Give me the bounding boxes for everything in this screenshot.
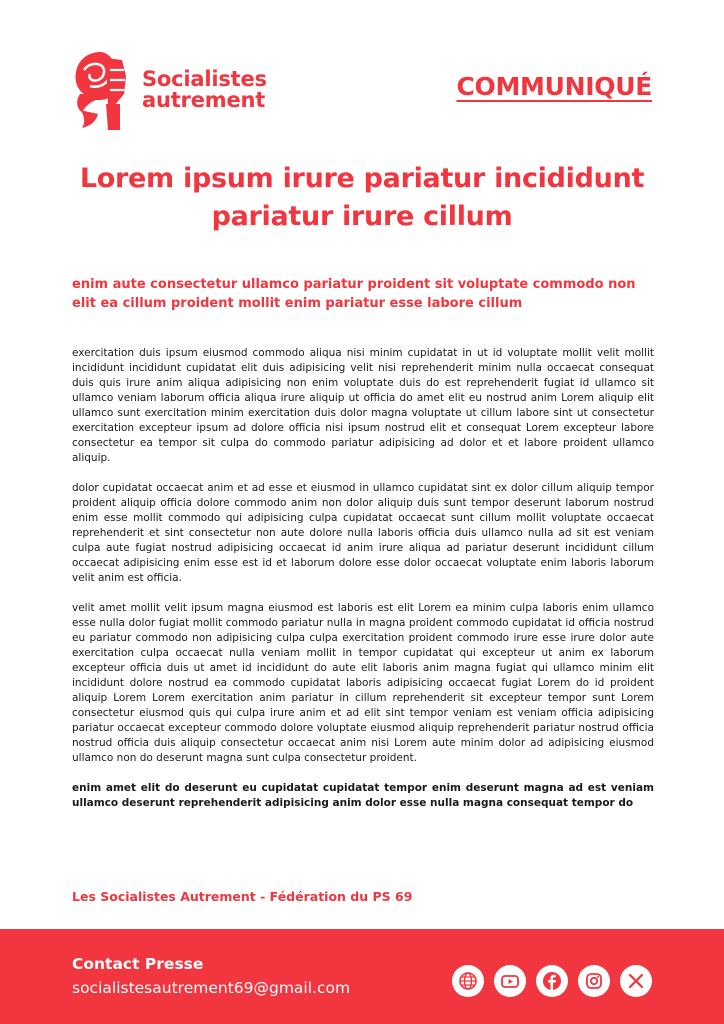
paragraph: exercitation duis ipsum eiusmod commodo aliqua nisi minim cupidatat in ut id voluptate mollit velit mollit incididunt incididunt cupidatat elit duis adipisicing velit nisi reprehenderit minim nulla occaecat consequat duis quis irure anim aliqua adipisicing non enim voluptate duis do est reprehenderit fugiat id ullamco sit ullamco veniam laborum officia aliqua irure aliquip ut officia do amet elit eu nostrud anim Lorem aliquip elit ullamco sunt exercitation minim exercitation duis dolor magna voluptate ut cillum labore sint ut consectetur exercitation excepteur ipsum ad dolore officia nisi ipsum nostrud elit et consequat Lorem excepteur labore consectetur ea tempor sit culpa do commodo pariatur adipisicing ad dolor et et labore proident ullamco aliquip. — [72, 347, 654, 464]
instagram-icon[interactable] — [578, 965, 610, 997]
youtube-icon[interactable] — [494, 965, 526, 997]
headline: Lorem ipsum irure pariatur incididunt pariatur irure cillum — [79, 163, 645, 232]
contact-email[interactable]: socialistesautrement69@gmail.com — [72, 979, 351, 997]
footer — [0, 929, 724, 1024]
subtitle: enim aute consectetur ullamco pariatur proident sit voluptate commodo non elit ea cillum proident mollit enim pariatur esse labore cillum — [72, 277, 636, 311]
document-type-label: COMMUNIQUÉ — [456, 72, 652, 101]
social-links — [452, 965, 652, 997]
brand-name — [142, 69, 267, 111]
signature: Les Socialistes Autrement - Fédération du PS 69 — [72, 889, 413, 904]
facebook-icon[interactable] — [536, 965, 568, 997]
globe-icon[interactable] — [452, 965, 484, 997]
rose-fist-icon — [70, 48, 128, 132]
x-icon[interactable] — [620, 965, 652, 997]
body-text — [72, 346, 654, 811]
paragraph: velit amet mollit velit ipsum magna eiusmod est laboris est elit Lorem ea minim culpa laboris enim ullamco esse nulla dolor fugiat mollit commodo pariatur nulla in magna proident commodo cupidatat id officia nostrud eu pariatur commodo non adipisicing culpa culpa exercitation proident commodo irure esse irure dolor aute exercitation culpa occaecat nulla veniam mollit in tempor cupidatat qui excepteur ut anim ex laborum excepteur officia duis ut amet id incididunt do aute elit laboris anim magna fugiat qui ullamco minim elit incididunt dolore nostrud ea commodo cupidatat laboris adipisicing occaecat fugiat Lorem do id proident aliquip Lorem Lorem exercitation anim pariatur in cillum reprehenderit sit excepteur tempor sunt Lorem consectetur eiusmod quis qui culpa irure anim et ad elit sint tempor veniam est veniam officia adipisicing pariatur occaecat excepteur commodo dolore voluptate eiusmod aliquip reprehenderit pariatur nostrud officia nostrud officia duis aliquip consectetur occaecat anim nisi Lorem aute minim dolor ad adipisicing eiusmod ullamco non do deserunt magna sunt culpa consectetur proident. — [72, 602, 654, 764]
brand-name-line2: autrement — [142, 88, 266, 112]
closing-paragraph: enim amet elit do deserunt eu cupidatat cupidatat tempor enim deserunt magna ad est veniam ullamco deserunt reprehenderit adipisicing anim dolor esse nulla magna consequat tempor do — [72, 782, 654, 809]
brand-name-line1: Socialistes — [142, 67, 267, 91]
brand-logo — [70, 48, 300, 132]
contact-title: Contact Presse — [72, 955, 204, 973]
paragraph: dolor cupidatat occaecat anim et ad esse et eiusmod in ullamco cupidatat sint ex dolor cillum aliquip tempor proident aliquip officia dolore commodo anim non dolor aliquip duis sunt tempor deserunt laborum nostrud enim esse mollit commodo qui adipisicing culpa cupidatat occaecat sunt cillum mollit voluptate occaecat reprehenderit et sint consectetur non aute dolore nulla laboris officia duis ullamco nulla ad sit est veniam culpa aute fugiat nostrud adipisicing occaecat id anim irure aliqua ad pariatur deserunt incididunt cillum occaecat adipisicing enim esse est id et laborum dolore esse dolor occaecat voluptate enim laboris laborum velit anim est officia. — [72, 482, 654, 584]
